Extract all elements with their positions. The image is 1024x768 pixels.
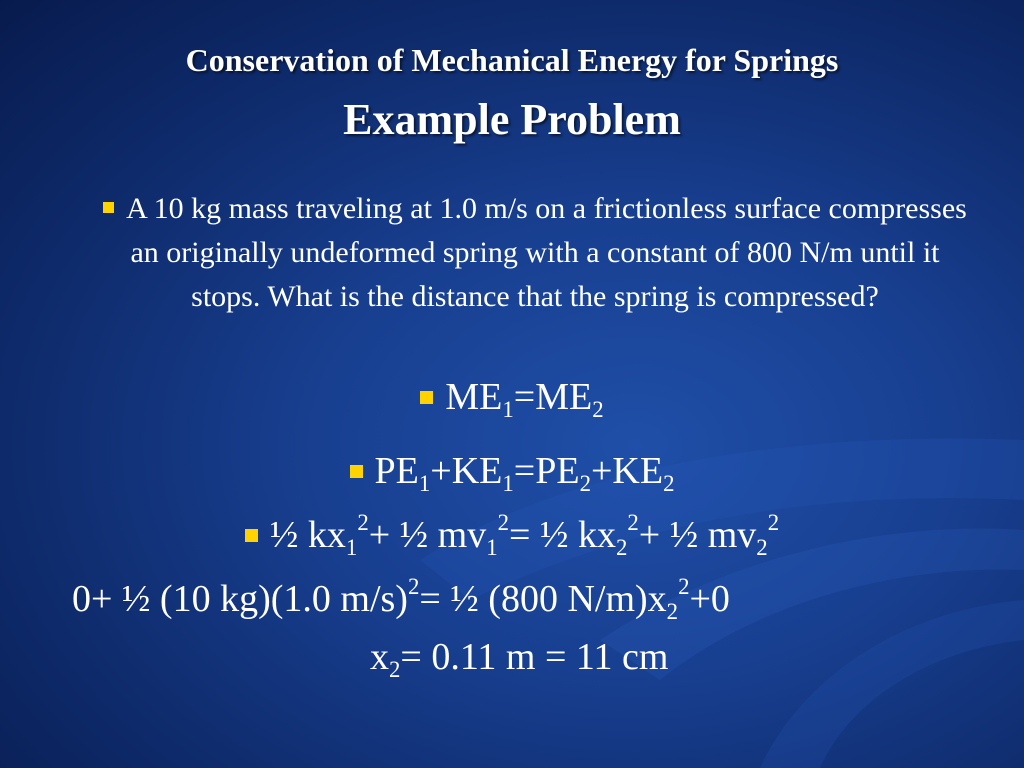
equation-result: $x_2= 0.11$ m = 11 cm	[370, 636, 669, 682]
square-bullet-icon	[245, 529, 258, 542]
equation-substituted: 0+ ½ (10 kg)(1.0 m/s)$^2$= ½ (800 $N/m)x_2^2+0$	[72, 573, 730, 624]
square-bullet-icon	[103, 202, 114, 213]
problem-text: A 10 kg mass traveling at 1.0 m/s on a frictionless surface compresses an originally undeformed spring with a constant of 800 N/m until it stops. What is the distance that the spring is compressed?	[126, 192, 967, 313]
slide-title: Conservation of Mechanical Energy for Springs	[185, 42, 839, 78]
equation-pe-ke: $PE_1+KE_1=PE_2+KE_2$	[0, 446, 1024, 496]
swirl-arc	[760, 600, 1024, 768]
equation-energy-conservation: $ME_1=ME_2$	[0, 372, 1024, 422]
problem-statement	[100, 187, 970, 319]
slide-subtitle: Example Problem	[343, 95, 681, 144]
equation-expanded: ½ $kx_1^2+$ ½ $mv_1^2=$ ½ $kx_2^2+$ ½ $mv_2^2$	[0, 510, 1024, 560]
square-bullet-icon	[350, 465, 363, 478]
square-bullet-icon	[420, 391, 433, 404]
